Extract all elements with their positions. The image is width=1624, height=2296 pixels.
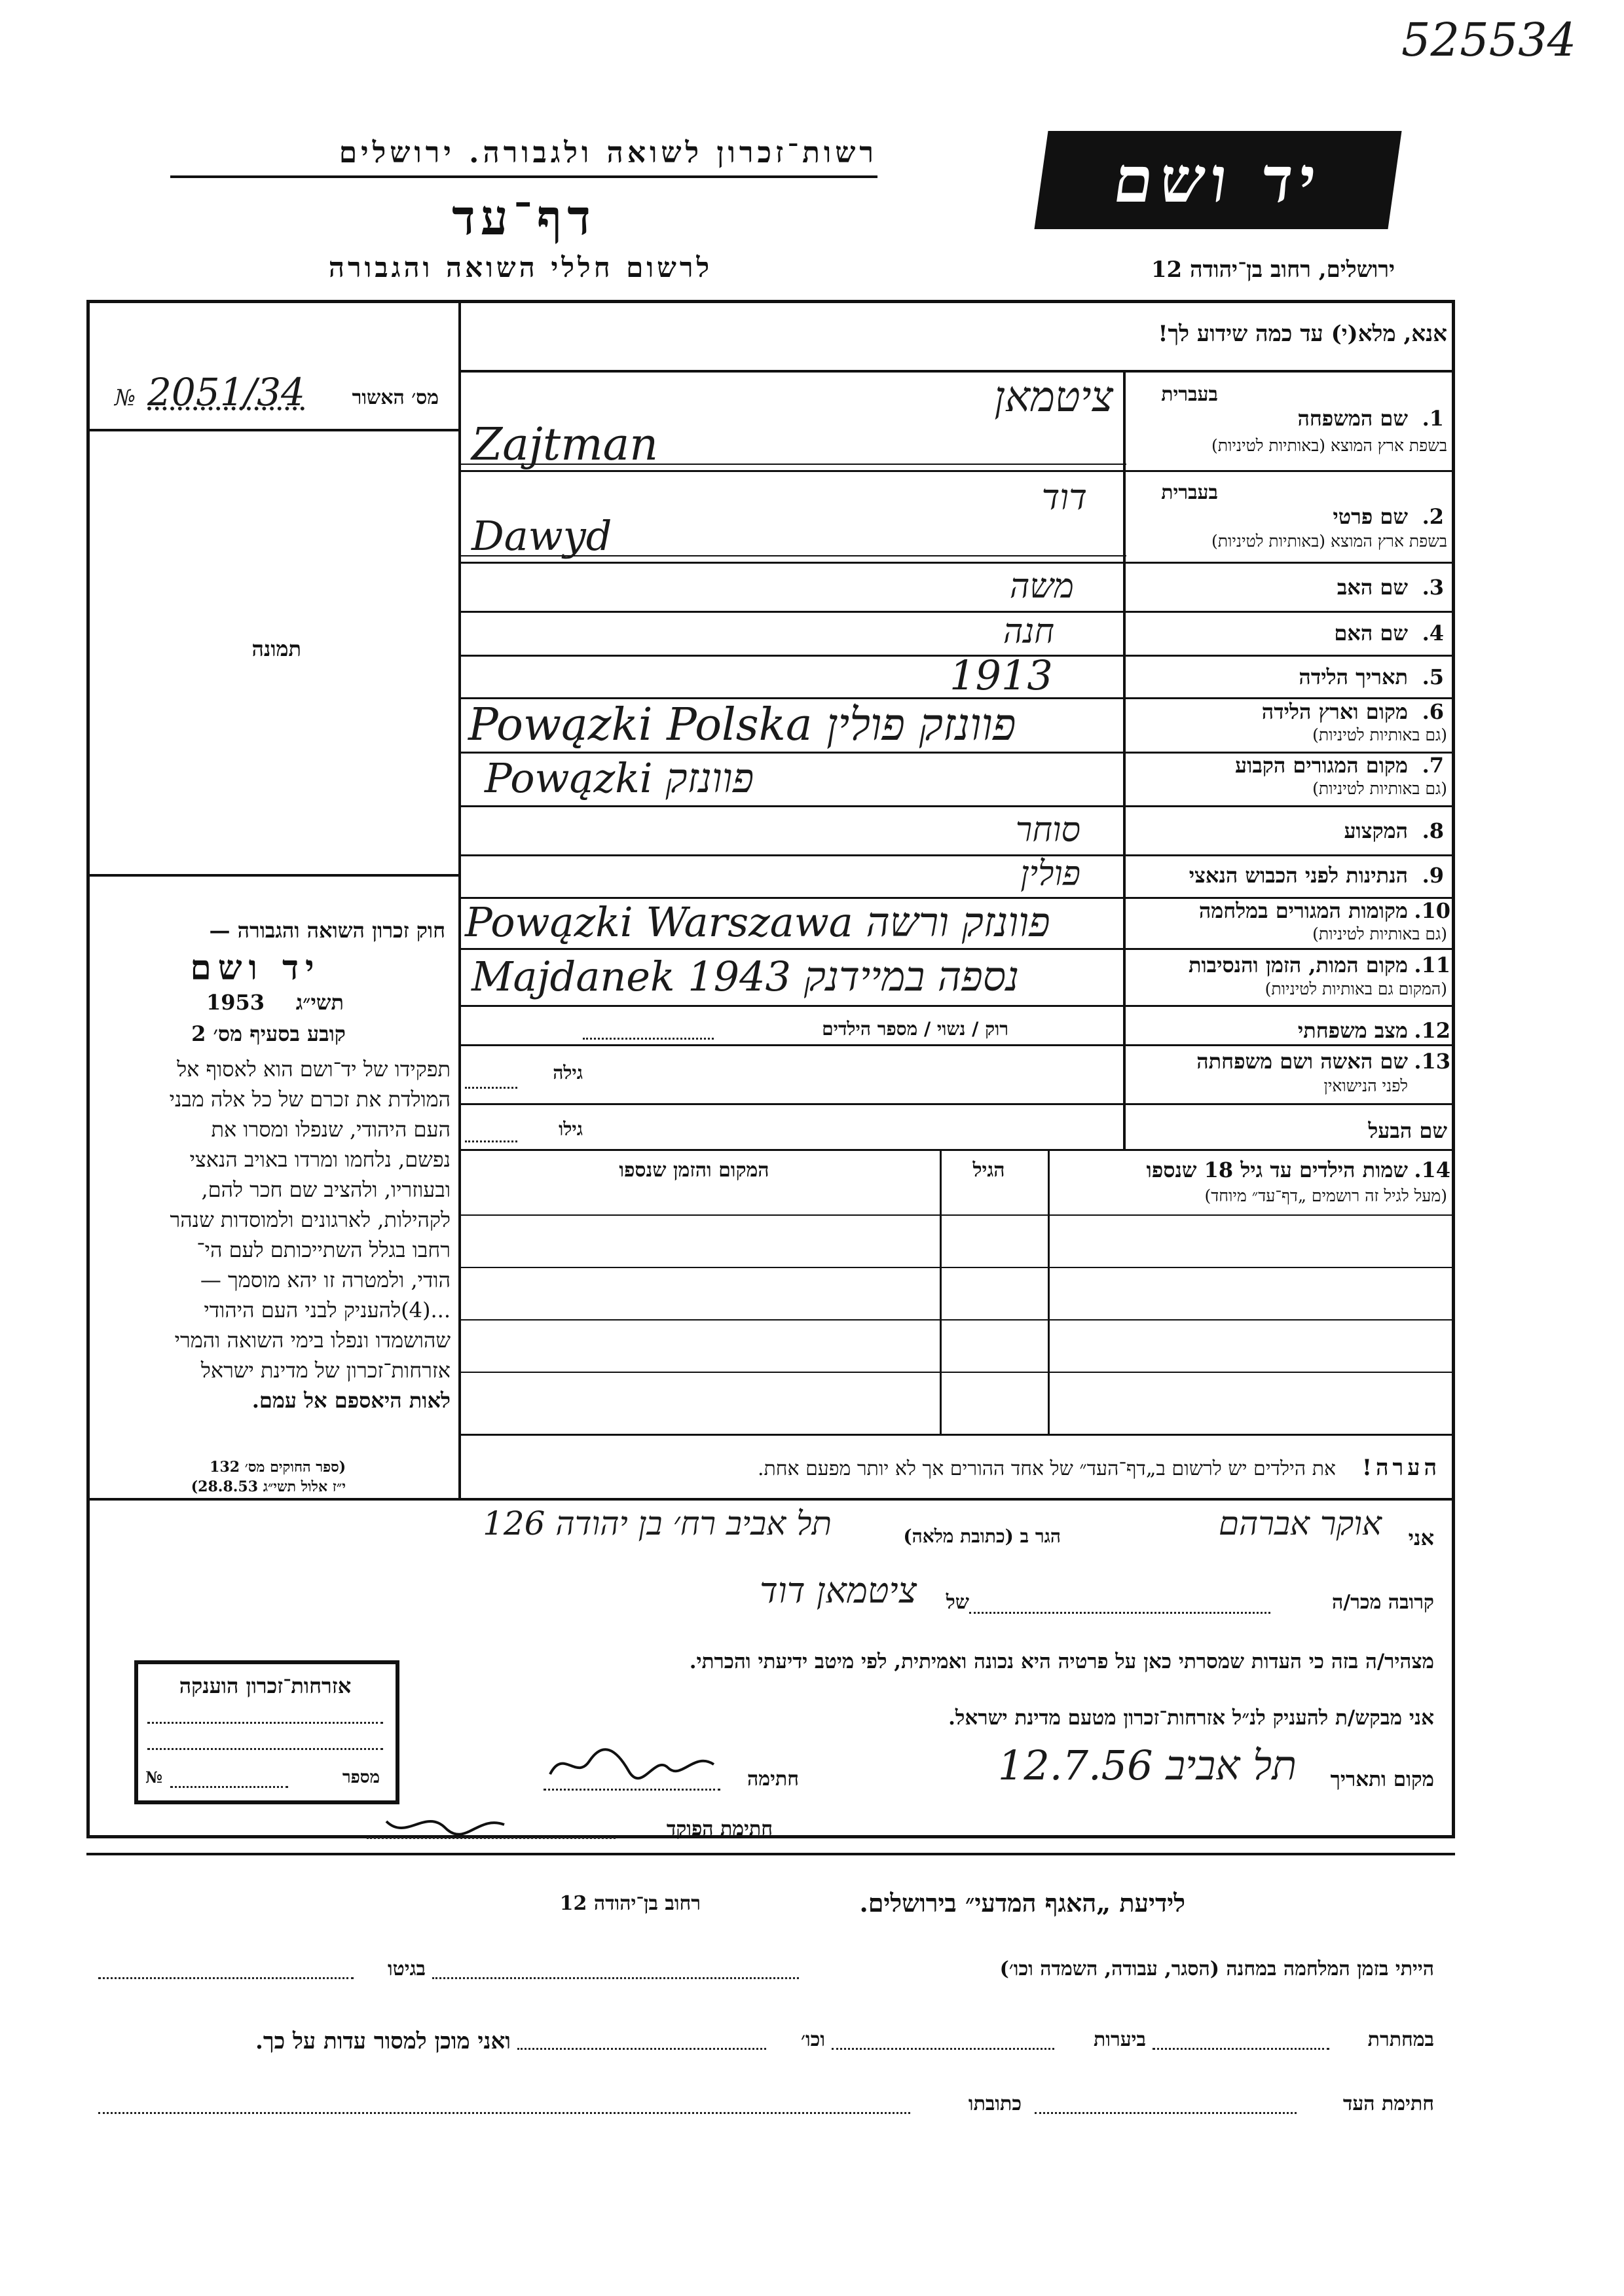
f4-value: חנה xyxy=(1003,612,1054,651)
f2-sub: בשפת ארץ המוצא (באותיות לטיניות) xyxy=(1211,532,1447,551)
f6-value: Powązki Polska פוונזק פולין xyxy=(468,699,1016,751)
forests-label: ביערות xyxy=(1093,2028,1146,2051)
of-label: של xyxy=(946,1591,969,1614)
info-address: רחוב בן־יהודה 12 xyxy=(559,1892,701,1915)
law-line: רחבו בגלל השתייכותם לעם הי־ xyxy=(196,1237,451,1262)
f12-number: 12. xyxy=(1414,1018,1450,1043)
f13b-rule xyxy=(458,1149,1455,1151)
underground-label: במחתרת xyxy=(1367,2028,1434,2051)
forests-line xyxy=(832,2048,1054,2050)
bottom-rule xyxy=(86,1853,1455,1855)
f12-label: מצב משפחתי xyxy=(1297,1018,1408,1043)
approval-label: מס׳ האשור xyxy=(352,386,439,409)
f12-options: רוק / נשוי / מספר הילדים xyxy=(822,1018,1008,1040)
f1-hebrew-tag: בעברית xyxy=(1161,383,1218,406)
f1-value-latin: Zajtman xyxy=(471,419,659,471)
f14-row-3 xyxy=(458,1319,1455,1321)
form-title: דף־עד xyxy=(452,190,596,246)
f6-label: מקום וארץ הלידה xyxy=(1261,699,1408,724)
f13-age-label: גילה xyxy=(553,1062,583,1084)
f14-sub: (מעל לגיל זה רושמים „דף־עד״ מיוחד) xyxy=(1204,1186,1447,1205)
f14-col-age: הגיל xyxy=(972,1159,1005,1182)
f9-number: 9. xyxy=(1422,863,1444,888)
place-date-value: תל אביב 12.7.56 xyxy=(997,1741,1297,1789)
approval-rule xyxy=(86,429,460,431)
declarant-name: אוקר אברהם xyxy=(1218,1504,1382,1542)
certificate-number-label: מספר xyxy=(342,1768,380,1787)
f5-value: 1913 xyxy=(950,651,1053,699)
law-title: חוק זכרון השואה והגבורה — xyxy=(209,918,445,943)
f2-rule xyxy=(458,562,1455,564)
note-label: הערה! xyxy=(1362,1455,1441,1481)
law-line: ...(4)להעניק לבני העם היהודי xyxy=(204,1298,451,1322)
f10-sub: (גם באותיות לטיניות) xyxy=(1312,924,1447,943)
f7-sub: (גם באותיות לטיניות) xyxy=(1312,779,1447,798)
approval-prefix: № xyxy=(115,385,136,411)
etc-line xyxy=(517,2048,766,2050)
f14-col-place: המקום והזמן שנספו xyxy=(619,1159,769,1182)
camp-line xyxy=(432,1977,799,1979)
f3-number: 3. xyxy=(1422,575,1444,600)
place-date-label: מקום ותאריך xyxy=(1330,1768,1434,1791)
info-line1: הייתי בזמן המלחמה במחנה (הסגר, עבודה, השמדה וכו׳) xyxy=(999,1958,1434,1980)
f11-label: מקום המות, הזמן והנסיבות xyxy=(1188,953,1408,977)
official-scribble xyxy=(380,1795,511,1848)
f7-value: Powązki פוונזק xyxy=(485,754,754,802)
f2-value-latin: Dawyd xyxy=(471,512,612,560)
f13-sub: לפני הנישואין xyxy=(1323,1076,1408,1095)
signature-label: חתימה xyxy=(747,1768,799,1791)
archive-number: 525534 xyxy=(1401,13,1577,67)
law-line: אזרחות־זכרון של מדינת ישראל xyxy=(200,1358,451,1383)
labels-vertical xyxy=(1123,370,1126,1149)
f10-value: Powązki Warszawa פוונזק ורשה xyxy=(465,898,1050,946)
certificate-number-line xyxy=(170,1786,288,1788)
signature-scribble xyxy=(544,1741,720,1787)
ghetto-label: בגיטו xyxy=(387,1958,426,1980)
f7-number: 7. xyxy=(1422,753,1444,778)
f9-label: הנתינות לפני הכבוש הנאצי xyxy=(1189,863,1408,888)
f11-rule xyxy=(458,1005,1455,1007)
f9-value: פולין xyxy=(1020,854,1080,894)
f8-value: סוחר xyxy=(1015,811,1080,850)
official-label: חתימת הפוקד xyxy=(666,1817,773,1840)
f14-col-sep2 xyxy=(940,1149,942,1434)
f13-label: שם האשה ושם משפחתה xyxy=(1196,1049,1408,1074)
f10-rule xyxy=(458,948,1455,950)
law-line: תפקידו של יד־ושם הוא לאסוף אל xyxy=(177,1057,451,1082)
declaration-ani: אני xyxy=(1408,1525,1434,1550)
address-label: כתובתו xyxy=(968,2092,1022,2115)
f4-label: שם האם xyxy=(1334,621,1408,646)
form-subtitle: לרשום חללי השואה והגבורה xyxy=(328,251,713,283)
logo-address: ירושלים, רחוב בן־יהודה 12 xyxy=(1151,257,1395,283)
declarant-address: תל אביב רח׳ בן יהודה 126 xyxy=(483,1504,832,1542)
f12-rule xyxy=(458,1044,1455,1046)
ready-label: ואני מוכן למסור עדות על כך. xyxy=(255,2028,511,2054)
f3-label: שם האב xyxy=(1337,575,1408,600)
f14-row-4 xyxy=(458,1372,1455,1373)
f11-value: Majdanek 1943 נספה במיידנק xyxy=(471,953,1020,1000)
f10-label: מקומות המגורים במלחמה xyxy=(1198,898,1408,923)
f13b-label: שם הבעל xyxy=(1368,1118,1447,1143)
f11-sub: (המקום גם באותיות לטיניות) xyxy=(1264,979,1447,998)
f13-number: 13. xyxy=(1414,1049,1450,1074)
f7-rule xyxy=(458,805,1455,807)
law-line: ובעוזריו, ולהציב שם חכר להם, xyxy=(201,1177,451,1202)
f13b-age-label: גילו xyxy=(559,1118,583,1140)
photo-rule xyxy=(86,874,460,877)
note-rule xyxy=(86,1498,1455,1501)
resides-label: הגר ב (כתובת מלאה) xyxy=(903,1525,1061,1547)
law-ref-2: י״ז אלול תשי״ג 28.8.53) xyxy=(191,1478,346,1495)
law-ref-1: (ספר החוקים מס׳ 132 xyxy=(210,1459,346,1476)
certify-text: מצהיר/ה בזה כי העדות שמסרתי כאן על פרטיה היא נכונה ואמיתית, לפי מיטב ידיעתי והכרתי. xyxy=(689,1650,1434,1673)
f5-number: 5. xyxy=(1422,665,1444,689)
law-line: העם היהודי, שנפלו ומסרו את xyxy=(211,1117,451,1142)
relation-line xyxy=(969,1612,1270,1614)
signature-line xyxy=(544,1789,720,1791)
law-year-he: תשי״ג xyxy=(295,990,344,1015)
intro-text: אנא, מלא(י) עד כמה שידוע לך! xyxy=(1158,321,1447,347)
law-year: 1953 xyxy=(206,990,265,1015)
relation-label: קרובה מכר/ה xyxy=(1331,1591,1434,1614)
signature-mark xyxy=(544,1741,720,1787)
underground-line xyxy=(1153,2048,1329,2050)
f2-value-hebrew: דוד xyxy=(1041,477,1087,518)
certificate-line-1 xyxy=(147,1722,383,1724)
f6-sub: (גם באותיות לטיניות) xyxy=(1312,725,1447,744)
f14-row-1 xyxy=(458,1214,1455,1216)
f2-label: שם פרטי xyxy=(1333,504,1408,529)
f10-number: 10. xyxy=(1414,898,1450,923)
approval-number: 2051/34 xyxy=(147,370,305,414)
official-line xyxy=(367,1837,616,1839)
request-text: אני מבקש/ת להעניק לנ״ל אזרחות־זכרון מטעם מדינת ישראל. xyxy=(948,1706,1434,1730)
etc-label: וכו׳ xyxy=(801,2028,825,2051)
f5-label: תאריך הלידה xyxy=(1299,665,1408,689)
f4-number: 4. xyxy=(1422,621,1444,646)
law-line: הודי, ולמטרה זו יהא מוסמך — xyxy=(200,1267,451,1292)
law-line: נפשם, נלחמו ומרדו באויב הנאצי xyxy=(189,1147,451,1172)
f13b-age-line xyxy=(465,1140,517,1142)
f8-label: המקצוע xyxy=(1344,818,1408,843)
f6-number: 6. xyxy=(1422,699,1444,724)
f3-value: משה xyxy=(1009,567,1074,606)
f14-label: שמות הילדים עד גיל 18 שנספו xyxy=(1146,1157,1408,1182)
law-org: יד ושם xyxy=(190,948,321,988)
certificate-line-2 xyxy=(147,1748,383,1750)
certificate-no: № xyxy=(145,1768,163,1787)
authority-line: רשות־זכרון לשואה ולגבורה. ירושלים xyxy=(339,136,877,170)
law-clause: קובע בסעיף מס׳ 2 xyxy=(191,1021,346,1046)
f14-col-sep1 xyxy=(1048,1149,1050,1434)
intro-rule xyxy=(458,370,1455,373)
official-mark xyxy=(380,1795,511,1848)
law-line: לאות היאספם אל עמם. xyxy=(251,1388,451,1413)
f1-sub: בשפת ארץ המוצא (באותיות לטיניות) xyxy=(1211,436,1447,455)
f1-label: שם המשפחה xyxy=(1297,406,1408,431)
info-title: לידיעת „האגף המדעי״ בירושלים. xyxy=(859,1888,1185,1918)
f2-hebrew-tag: בעברית xyxy=(1161,481,1218,504)
ghetto-line xyxy=(98,1977,354,1979)
witness-sig-label: חתימת העד xyxy=(1342,2092,1434,2115)
note-text: את הילדים יש לרשום ב„דף־העד״ של אחד ההורים אך לא יותר מפעם אחת. xyxy=(757,1457,1336,1480)
law-line: המולדת את זכרם של כל אלה מבני xyxy=(169,1087,451,1112)
header-rule xyxy=(170,175,877,178)
photo-label: תמונה xyxy=(251,636,301,661)
frame-vertical xyxy=(458,300,461,1498)
certificate-title: אזרחות־זכרון הוענקה xyxy=(179,1673,352,1698)
f11-number: 11. xyxy=(1414,953,1450,977)
f14-row-5 xyxy=(458,1434,1455,1436)
f14-number: 14. xyxy=(1414,1157,1450,1182)
f12-dotted-line xyxy=(583,1038,714,1040)
f13-age-line xyxy=(465,1087,517,1089)
f2-number: 2. xyxy=(1422,504,1444,529)
of-value: ציטמאן דוד xyxy=(760,1570,917,1611)
law-line: לקהילות, לארגונים ולמוסדות שנהר xyxy=(170,1207,451,1232)
f13-rule xyxy=(458,1103,1455,1105)
address-line xyxy=(98,2112,910,2114)
yad-vashem-logo: יד ושם xyxy=(1034,131,1401,229)
f1-number: 1. xyxy=(1422,406,1444,431)
f8-number: 8. xyxy=(1422,818,1444,843)
law-body xyxy=(97,1054,451,1415)
witness-sig-line xyxy=(1035,2112,1297,2114)
f7-label: מקום המגורים הקבוע xyxy=(1235,753,1408,778)
law-line: שהושמדו ונפלו בימי השואה והמרי xyxy=(174,1328,451,1353)
f14-row-2 xyxy=(458,1267,1455,1268)
f1-value-hebrew: ציטמאן xyxy=(994,373,1113,422)
